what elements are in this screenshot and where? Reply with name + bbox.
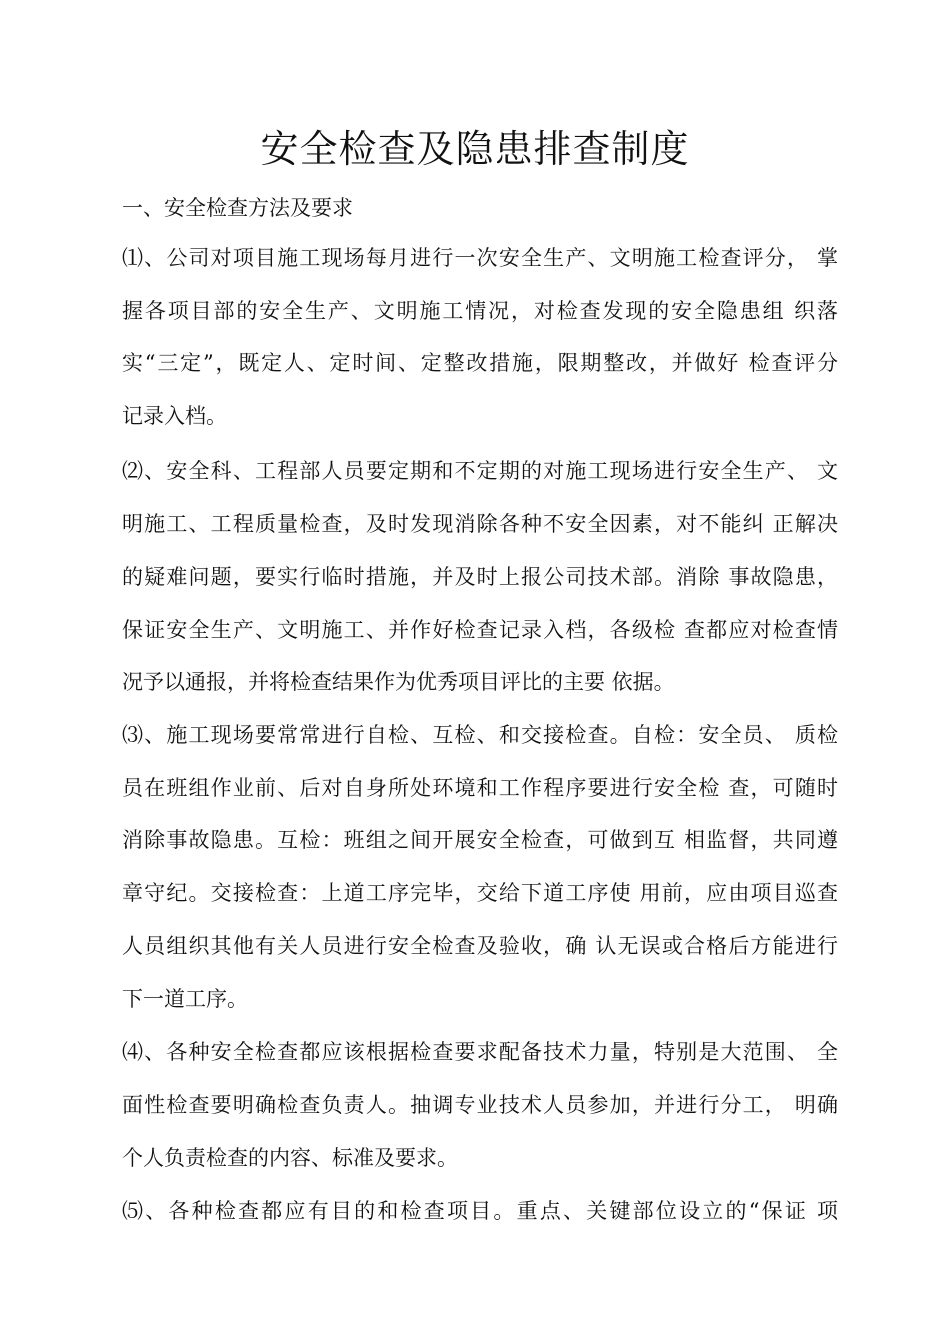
paragraph-line: ⑸、各种检查都应有目的和检查项目。重点、关键部位设立的“保证 项 — [122, 1199, 838, 1223]
paragraph-line: 消除事故隐患。互检：班组之间开展安全检查，可做到互 相监督，共同遵 — [122, 828, 838, 852]
paragraph-line: 个人负责检查的内容、标准及要求。 — [122, 1146, 458, 1170]
paragraph-line: 人员组织其他有关人员进行安全检查及验收，确 认无误或合格后方能进行 — [122, 934, 838, 958]
document-title: 安全检查及隐患排查制度 — [260, 127, 690, 171]
paragraph-line: ⑴、公司对项目施工现场每月进行一次安全生产、文明施工检查评分， 掌 — [122, 246, 838, 270]
section-heading: 一、安全检查方法及要求 — [122, 196, 353, 220]
paragraph-line: 的疑难问题，要实行临时措施，并及时上报公司技术部。消除 事故隐患， — [122, 565, 838, 589]
paragraph-line: ⑶、施工现场要常常进行自检、互检、和交接检查。自检：安全员、 质检 — [122, 723, 838, 747]
paragraph-line: 握各项目部的安全生产、文明施工情况，对检查发现的安全隐患组 织落 — [122, 299, 838, 323]
paragraph-line: 保证安全生产、文明施工、并作好检查记录入档，各级检 查都应对检查情 — [122, 618, 838, 642]
paragraph-line: 下一道工序。 — [122, 987, 248, 1011]
paragraph-line: ⑵、安全科、工程部人员要定期和不定期的对施工现场进行安全生产、 文 — [122, 459, 838, 483]
paragraph-line: 记录入档。 — [122, 404, 227, 428]
paragraph-line: 实“三定”，既定人、定时间、定整改措施，限期整改，并做好 检查评分 — [122, 351, 838, 375]
paragraph-line: 员在班组作业前、后对自身所处环境和工作程序要进行安全检 查，可随时 — [122, 776, 838, 800]
paragraph-line: 面性检查要明确检查负责人。抽调专业技术人员参加，并进行分工， 明确 — [122, 1093, 838, 1117]
paragraph-line: 况予以通报，并将检查结果作为优秀项目评比的主要 依据。 — [122, 670, 675, 694]
paragraph-line: 章守纪。交接检查：上道工序完毕，交给下道工序使 用前，应由项目巡查 — [122, 881, 838, 905]
paragraph-line: ⑷、各种安全检查都应该根据检查要求配备技术力量，特别是大范围、 全 — [122, 1040, 838, 1064]
paragraph-line: 明施工、工程质量检查，及时发现消除各种不安全因素，对不能纠 正解决 — [122, 512, 838, 536]
